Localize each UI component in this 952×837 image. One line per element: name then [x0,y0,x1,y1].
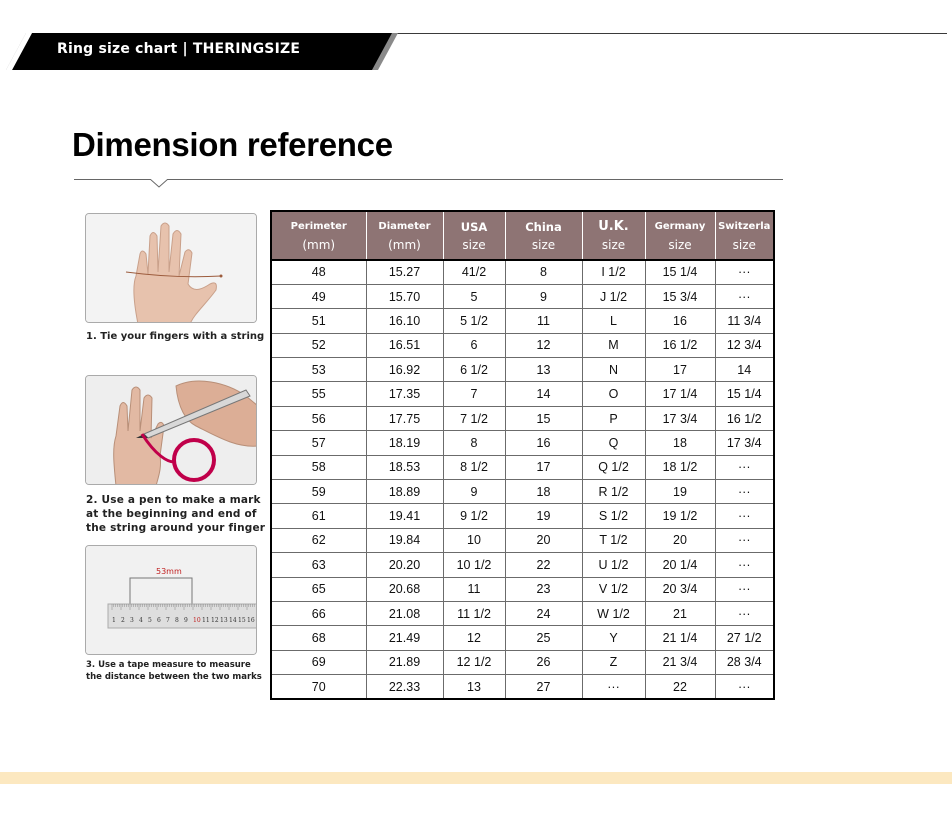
ruler-number: 1 [112,617,116,624]
table-cell: 27 1/2 [715,626,774,650]
table-cell: 68 [271,626,366,650]
table-cell: ··· [715,504,774,528]
table-cell: Q 1/2 [582,455,645,479]
table-cell: 19 [645,480,715,504]
table-cell: V 1/2 [582,577,645,601]
table-row [271,260,774,284]
table-cell: 61 [271,504,366,528]
table-cell: 18.19 [366,431,443,455]
table-cell: 19 [505,504,582,528]
banner-title: Ring size chart | THERINGSIZE [57,41,301,57]
step-3-illustration [85,545,257,655]
col-header-switzerland: Switzerla size [715,211,774,260]
ring-size-table [270,210,775,700]
table-cell: 15.27 [366,260,443,284]
footer-strip [0,772,952,784]
table-cell: 20 1/4 [645,553,715,577]
table-cell: Z [582,650,645,674]
ruler-number: 16 [247,617,255,624]
ruler-number: 6 [157,617,161,624]
table-cell: 13 [443,675,505,699]
ruler-number: 14 [229,617,237,624]
col-header-china: China size [505,211,582,260]
table-cell: 21.08 [366,601,443,625]
ruler-number: 4 [139,617,143,624]
table-cell: 63 [271,553,366,577]
col-header-uk: U.K. size [582,211,645,260]
ruler-number: 13 [220,617,228,624]
ruler-number: 5 [148,617,152,624]
table-cell: 21 [645,601,715,625]
ruler-number: 7 [166,617,170,624]
table-cell: 19.41 [366,504,443,528]
table-cell: 66 [271,601,366,625]
table-cell: 19 1/2 [645,504,715,528]
table-cell: 12 3/4 [715,333,774,357]
table-cell: 24 [505,601,582,625]
table-cell: 26 [505,650,582,674]
table-row [271,382,774,406]
table-cell: 17 [645,358,715,382]
table-cell: N [582,358,645,382]
table-cell: 41/2 [443,260,505,284]
table-cell: 16.10 [366,309,443,333]
table-cell: 15 [505,406,582,430]
table-cell: 11 1/2 [443,601,505,625]
ruler-number: 12 [211,617,219,624]
table-cell: 62 [271,528,366,552]
heading-divider [74,179,783,180]
ruler-measure-label: 53mm [156,567,182,576]
table-cell: 6 1/2 [443,358,505,382]
table-cell: 9 [505,284,582,308]
table-row [271,626,774,650]
col-header-usa: USA size [443,211,505,260]
table-cell: 58 [271,455,366,479]
table-cell: U 1/2 [582,553,645,577]
table-cell: 17 3/4 [645,406,715,430]
table-cell: ··· [715,480,774,504]
col-header-perimeter: Perimeter (mm) [271,211,366,260]
table-cell: 49 [271,284,366,308]
table-row [271,504,774,528]
table-cell: 15 1/4 [715,382,774,406]
table-cell: M [582,333,645,357]
table-cell: ··· [715,577,774,601]
table-row [271,358,774,382]
table-row [271,406,774,430]
table-cell: R 1/2 [582,480,645,504]
ruler-number: 2 [121,617,125,624]
table-cell: 65 [271,577,366,601]
step-2-illustration [85,375,257,485]
table-cell: 17 [505,455,582,479]
table-cell: 52 [271,333,366,357]
ruler-number: 3 [130,617,134,624]
table-row [271,675,774,699]
table-cell: 9 1/2 [443,504,505,528]
table-cell: O [582,382,645,406]
table-cell: 56 [271,406,366,430]
table-cell: 21.49 [366,626,443,650]
step-1-illustration [85,213,257,323]
table-row [271,309,774,333]
ruler-number: 8 [175,617,179,624]
table-cell: 9 [443,480,505,504]
table-cell: 18.53 [366,455,443,479]
table-cell: 12 [443,626,505,650]
table-cell: 22.33 [366,675,443,699]
step-1-caption: 1. Tie your fingers with a string [86,331,265,342]
step-2-caption: 2. Use a pen to make a mark at the beginning and end of the string around your finger [86,494,266,534]
table-cell: 48 [271,260,366,284]
table-cell: 22 [505,553,582,577]
table-cell: 53 [271,358,366,382]
col-header-diameter: Diameter (mm) [366,211,443,260]
table-row [271,650,774,674]
table-cell: 7 1/2 [443,406,505,430]
table-header-row [271,211,774,260]
table-cell: ··· [715,284,774,308]
table-cell: 57 [271,431,366,455]
col-header-germany: Germany size [645,211,715,260]
table-cell: 17.35 [366,382,443,406]
page-title: Dimension reference [72,126,393,163]
table-cell: 7 [443,382,505,406]
table-row [271,601,774,625]
table-cell: 12 [505,333,582,357]
table-cell: 6 [443,333,505,357]
ruler-number: 15 [238,617,246,624]
table-cell: 16.92 [366,358,443,382]
table-cell: 70 [271,675,366,699]
heading-notch-icon [150,179,168,188]
table-cell: 59 [271,480,366,504]
table-cell: 23 [505,577,582,601]
ruler-number: 9 [184,617,188,624]
ruler-number: 11 [202,617,210,624]
table-cell: 21 1/4 [645,626,715,650]
table-cell: 25 [505,626,582,650]
ruler-number: 10 [193,617,201,624]
table-cell: ··· [715,553,774,577]
table-cell: 5 1/2 [443,309,505,333]
table-cell: 51 [271,309,366,333]
table-cell: 21 3/4 [645,650,715,674]
table-cell: 11 [443,577,505,601]
table-cell: L [582,309,645,333]
table-cell: ··· [715,528,774,552]
table-cell: 12 1/2 [443,650,505,674]
table-body [271,260,774,699]
table-cell: 18 [505,480,582,504]
table-cell: P [582,406,645,430]
table-cell: 20.20 [366,553,443,577]
table-cell: 15 3/4 [645,284,715,308]
table-cell: 20.68 [366,577,443,601]
table-cell: 19.84 [366,528,443,552]
table-cell: 28 3/4 [715,650,774,674]
table-cell: 20 [645,528,715,552]
table-cell: 14 [505,382,582,406]
hand-string-icon [86,214,257,323]
table-cell: 55 [271,382,366,406]
table-cell: 17.75 [366,406,443,430]
table-cell: 20 3/4 [645,577,715,601]
table-cell: S 1/2 [582,504,645,528]
table-row [271,528,774,552]
table-cell: Q [582,431,645,455]
table-row [271,480,774,504]
table-cell: J 1/2 [582,284,645,308]
table-cell: W 1/2 [582,601,645,625]
table-row [271,577,774,601]
table-row [271,333,774,357]
table-cell: I 1/2 [582,260,645,284]
table-cell: 16 1/2 [645,333,715,357]
table-cell: 5 [443,284,505,308]
table-cell: 17 3/4 [715,431,774,455]
table-cell: 11 3/4 [715,309,774,333]
table-cell: 15.70 [366,284,443,308]
ruler-icon [86,546,257,655]
table-cell: 14 [715,358,774,382]
pen-mark-icon [86,376,257,485]
table-row [271,431,774,455]
table-cell: ··· [715,455,774,479]
table-cell: 16 [505,431,582,455]
table-cell: 18 [645,431,715,455]
table-cell: 69 [271,650,366,674]
table-row [271,553,774,577]
table-cell: 20 [505,528,582,552]
table-cell: 8 [443,431,505,455]
table-cell: 16.51 [366,333,443,357]
table-cell: 27 [505,675,582,699]
table-cell: 18.89 [366,480,443,504]
table-cell: 11 [505,309,582,333]
table-cell: Y [582,626,645,650]
table-cell: 16 1/2 [715,406,774,430]
table-cell: 18 1/2 [645,455,715,479]
table-cell: ··· [715,260,774,284]
table-cell: 16 [645,309,715,333]
table-cell: 21.89 [366,650,443,674]
header-banner [6,33,398,70]
table-cell: ··· [715,675,774,699]
table-cell: 10 [443,528,505,552]
table-cell: 17 1/4 [645,382,715,406]
table-cell: 10 1/2 [443,553,505,577]
table-row [271,455,774,479]
table-cell: 22 [645,675,715,699]
table-cell: 13 [505,358,582,382]
step-3-caption: 3. Use a tape measure to measure the distance between the two marks [86,660,262,682]
table-row [271,284,774,308]
table-cell: ··· [715,601,774,625]
banner-rule [375,33,947,34]
table-cell: 8 [505,260,582,284]
table-cell: ··· [582,675,645,699]
table-cell: 8 1/2 [443,455,505,479]
table-cell: T 1/2 [582,528,645,552]
table-cell: 15 1/4 [645,260,715,284]
